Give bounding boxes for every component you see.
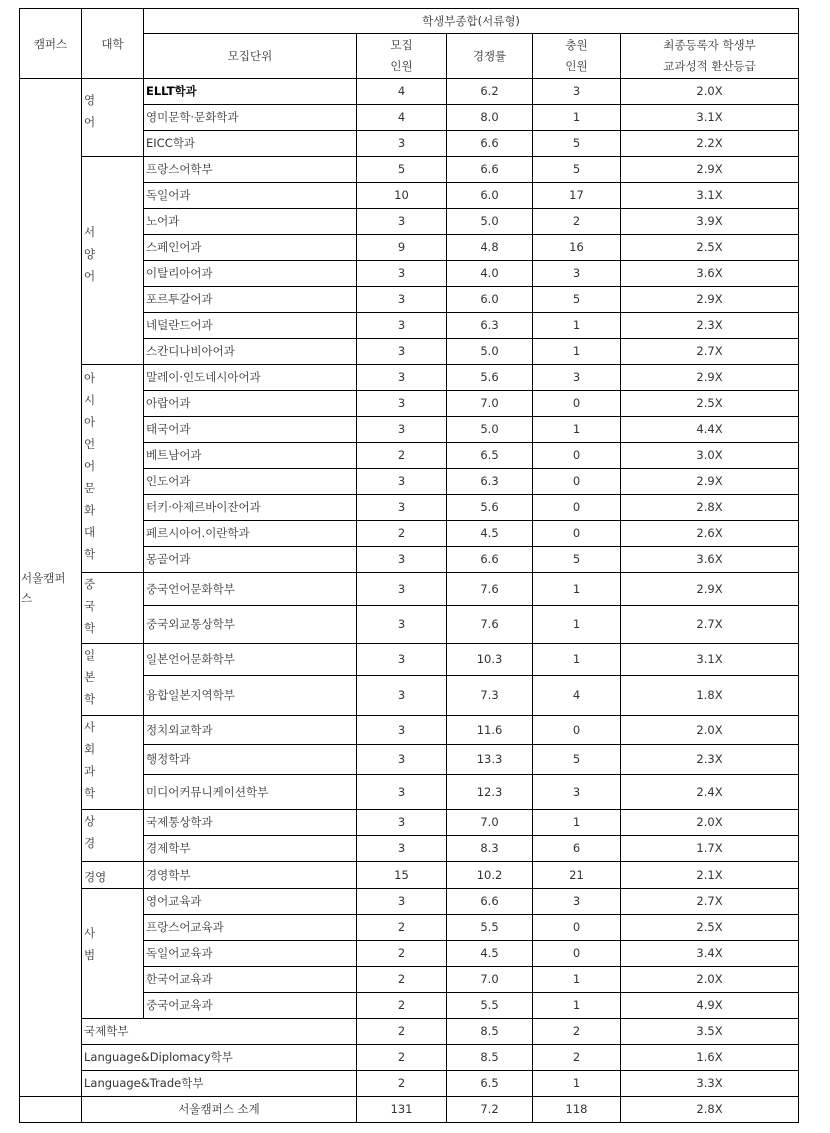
quota-cell: 2 [357,915,447,941]
unit-cell: 말레이·인도네시아어과 [144,365,357,391]
fill-cell: 0 [533,469,621,495]
grade-cell: 2.7X [621,606,799,644]
subtotal-row [20,1097,799,1123]
grade-cell: 2.4X [621,775,799,810]
table-row [20,1071,799,1097]
grade-cell: 2.8X [621,495,799,521]
fill-cell: 5 [533,131,621,157]
unit-cell: 네덜란드어과 [144,313,357,339]
ratio-cell: 6.5 [447,443,533,469]
grade-cell: 2.7X [621,889,799,915]
grade-cell: 2.0X [621,79,799,105]
ratio-cell: 7.3 [447,676,533,716]
quota-cell: 3 [357,417,447,443]
ratio-cell: 10.3 [447,644,533,676]
fill-cell: 0 [533,941,621,967]
unit-cell: 프랑스어교육과 [144,915,357,941]
grade-cell: 3.4X [621,941,799,967]
unit-cell: 국제통상학과 [144,810,357,836]
fill-cell: 1 [533,105,621,131]
unit-cell: EICC학과 [144,131,357,157]
grade-cell: 2.9X [621,287,799,313]
fill-cell: 0 [533,521,621,547]
quota-cell: 3 [357,606,447,644]
unit-cell: 스페인어과 [144,235,357,261]
header-college: 대학 [82,9,144,79]
fill-cell: 0 [533,443,621,469]
unit-cell: ELLT학과 [144,79,357,105]
fill-cell: 118 [533,1097,621,1123]
college-label: 아시아언어문화대학 [84,371,96,561]
fill-cell: 1 [533,644,621,676]
quota-cell: 3 [357,391,447,417]
grade-cell: 2.0X [621,967,799,993]
unit-cell: 일본언어문화학부 [144,644,357,676]
ratio-cell: 4.5 [447,941,533,967]
college-label: 영어 [84,93,96,129]
header-unit: 모집단위 [144,34,357,79]
subtotal-label: 서울캠퍼스 소계 [82,1097,357,1123]
college-label: 일본학 [84,648,96,706]
ratio-cell: 7.0 [447,391,533,417]
college-label: 중국학 [84,577,96,635]
college-cell [82,157,144,365]
ratio-cell: 13.3 [447,745,533,775]
unit-cell: 터키·아제르바이잔어과 [144,495,357,521]
quota-cell: 3 [357,676,447,716]
college-cell [82,573,144,644]
ratio-cell: 4.0 [447,261,533,287]
grade-cell: 2.6X [621,521,799,547]
quota-cell: 3 [357,131,447,157]
quota-cell: 2 [357,1071,447,1097]
college-cell [82,862,144,889]
grade-cell: 2.5X [621,235,799,261]
grade-cell: 3.1X [621,105,799,131]
fill-cell: 1 [533,1071,621,1097]
fill-cell: 2 [533,1045,621,1071]
ratio-cell: 5.0 [447,209,533,235]
table-row [20,1045,799,1071]
ratio-cell: 8.5 [447,1045,533,1071]
unit-cell: 한국어교육과 [144,967,357,993]
grade-cell: 4.9X [621,993,799,1019]
unit-cell: 국제학부 [82,1019,357,1045]
quota-cell: 3 [357,745,447,775]
ratio-cell: 7.6 [447,606,533,644]
quota-cell: 3 [357,495,447,521]
quota-cell: 4 [357,105,447,131]
college-cell [82,365,144,573]
grade-cell: 2.7X [621,339,799,365]
unit-cell: 몽골어과 [144,547,357,573]
unit-cell: Language&Trade학부 [82,1071,357,1097]
quota-cell: 131 [357,1097,447,1123]
unit-cell: 독일어과 [144,183,357,209]
ratio-cell: 6.5 [447,1071,533,1097]
quota-cell: 3 [357,836,447,862]
unit-cell: 중국언어문화학부 [144,573,357,606]
quota-cell: 3 [357,261,447,287]
college-cell [82,644,144,716]
campus-cell: 서울캠퍼스 [20,79,82,1097]
header-grade: 최종등록자 학생부 교과성적 환산등급 [621,34,799,79]
quota-cell: 3 [357,716,447,745]
grade-cell: 1.6X [621,1045,799,1071]
grade-cell: 2.0X [621,810,799,836]
unit-cell: 이탈리아어과 [144,261,357,287]
college-label: 상경 [84,814,96,850]
college-cell [82,889,144,1019]
quota-cell: 10 [357,183,447,209]
header-fill: 충원 인원 [533,34,621,79]
grade-cell: 1.7X [621,836,799,862]
ratio-cell: 4.5 [447,521,533,547]
table-row [20,1019,799,1045]
ratio-cell: 7.0 [447,967,533,993]
ratio-cell: 5.5 [447,993,533,1019]
ratio-cell: 5.0 [447,339,533,365]
grade-cell: 2.9X [621,157,799,183]
fill-cell: 0 [533,495,621,521]
quota-cell: 3 [357,644,447,676]
unit-cell: 경영학부 [144,862,357,889]
grade-cell: 2.8X [621,1097,799,1123]
grade-cell: 3.3X [621,1071,799,1097]
unit-cell: 경제학부 [144,836,357,862]
fill-cell: 1 [533,993,621,1019]
fill-cell: 3 [533,365,621,391]
quota-cell: 3 [357,889,447,915]
quota-cell: 2 [357,521,447,547]
quota-cell: 3 [357,573,447,606]
quota-cell: 15 [357,862,447,889]
grade-cell: 2.9X [621,365,799,391]
fill-cell: 0 [533,391,621,417]
grade-cell: 1.8X [621,676,799,716]
fill-cell: 5 [533,745,621,775]
table-row [20,862,799,889]
fill-cell: 5 [533,547,621,573]
quota-cell: 3 [357,365,447,391]
ratio-cell: 6.6 [447,889,533,915]
header-ratio: 경쟁률 [447,34,533,79]
grade-cell: 3.6X [621,261,799,287]
college-cell [82,716,144,810]
ratio-cell: 6.0 [447,183,533,209]
unit-cell: 영어교육과 [144,889,357,915]
grade-cell: 2.1X [621,862,799,889]
ratio-cell: 10.2 [447,862,533,889]
grade-cell: 2.0X [621,716,799,745]
unit-cell: 노어과 [144,209,357,235]
ratio-cell: 7.0 [447,810,533,836]
grade-cell: 2.3X [621,313,799,339]
admissions-table [19,8,799,1123]
unit-cell: 프랑스어학부 [144,157,357,183]
unit-cell: 미디어커뮤니케이션학부 [144,775,357,810]
ratio-cell: 6.6 [447,157,533,183]
unit-cell: 페르시아어.이란학과 [144,521,357,547]
unit-cell: 스칸디나비아어과 [144,339,357,365]
ratio-cell: 6.6 [447,547,533,573]
ratio-cell: 4.8 [447,235,533,261]
ratio-cell: 8.5 [447,1019,533,1045]
grade-cell: 2.9X [621,573,799,606]
ratio-cell: 7.6 [447,573,533,606]
grade-cell: 2.5X [621,391,799,417]
unit-cell: Language&Diplomacy학부 [82,1045,357,1071]
unit-cell: 정치외교학과 [144,716,357,745]
grade-cell: 3.9X [621,209,799,235]
fill-cell: 5 [533,157,621,183]
ratio-cell: 6.2 [447,79,533,105]
fill-cell: 17 [533,183,621,209]
fill-cell: 5 [533,287,621,313]
college-label: 경영 [84,870,107,884]
empty-cell [20,1097,82,1123]
ratio-cell: 5.6 [447,495,533,521]
grade-cell: 3.1X [621,644,799,676]
quota-cell: 2 [357,967,447,993]
fill-cell: 0 [533,716,621,745]
ratio-cell: 5.5 [447,915,533,941]
unit-cell: 융합일본지역학부 [144,676,357,716]
header-quota: 모집 인원 [357,34,447,79]
quota-cell: 2 [357,941,447,967]
ratio-cell: 6.3 [447,469,533,495]
header-campus: 캠퍼스 [20,9,82,79]
ratio-cell: 11.6 [447,716,533,745]
college-label: 사회과학 [84,720,96,800]
grade-cell: 3.5X [621,1019,799,1045]
fill-cell: 1 [533,417,621,443]
grade-cell: 2.5X [621,915,799,941]
grade-cell: 2.9X [621,469,799,495]
grade-cell: 2.2X [621,131,799,157]
fill-cell: 3 [533,889,621,915]
quota-cell: 2 [357,993,447,1019]
unit-cell: 아랍어과 [144,391,357,417]
college-label: 사범 [84,926,96,962]
unit-cell: 포르투갈어과 [144,287,357,313]
fill-cell: 1 [533,573,621,606]
fill-cell: 1 [533,313,621,339]
quota-cell: 3 [357,810,447,836]
fill-cell: 1 [533,339,621,365]
college-cell [82,810,144,862]
quota-cell: 3 [357,287,447,313]
quota-cell: 3 [357,313,447,339]
quota-cell: 5 [357,157,447,183]
ratio-cell: 6.6 [447,131,533,157]
table-row [20,365,799,391]
fill-cell: 2 [533,209,621,235]
ratio-cell: 5.0 [447,417,533,443]
unit-cell: 인도어과 [144,469,357,495]
quota-cell: 3 [357,547,447,573]
fill-cell: 1 [533,967,621,993]
table-row [20,716,799,745]
unit-cell: 베트남어과 [144,443,357,469]
quota-cell: 4 [357,79,447,105]
ratio-cell: 6.0 [447,287,533,313]
table-row [20,79,799,105]
ratio-cell: 12.3 [447,775,533,810]
unit-cell: 태국어과 [144,417,357,443]
fill-cell: 6 [533,836,621,862]
grade-cell: 3.6X [621,547,799,573]
ratio-cell: 8.0 [447,105,533,131]
ratio-cell: 5.6 [447,365,533,391]
fill-cell: 2 [533,1019,621,1045]
unit-cell: 중국외교통상학부 [144,606,357,644]
grade-cell: 2.3X [621,745,799,775]
quota-cell: 3 [357,209,447,235]
unit-cell: 중국어교육과 [144,993,357,1019]
quota-cell: 2 [357,443,447,469]
quota-cell: 9 [357,235,447,261]
header-group: 학생부종합(서류형) [144,9,799,34]
unit-cell: 행정학과 [144,745,357,775]
ratio-cell: 8.3 [447,836,533,862]
college-cell [82,79,144,157]
quota-cell: 2 [357,1045,447,1071]
unit-cell: 독일어교육과 [144,941,357,967]
ratio-cell: 7.2 [447,1097,533,1123]
unit-cell: 영미문학·문화학과 [144,105,357,131]
quota-cell: 2 [357,1019,447,1045]
ratio-cell: 6.3 [447,313,533,339]
fill-cell: 1 [533,810,621,836]
fill-cell: 4 [533,676,621,716]
grade-cell: 4.4X [621,417,799,443]
quota-cell: 3 [357,339,447,365]
fill-cell: 3 [533,79,621,105]
fill-cell: 0 [533,915,621,941]
fill-cell: 21 [533,862,621,889]
quota-cell: 3 [357,775,447,810]
table-row [20,889,799,915]
fill-cell: 3 [533,775,621,810]
grade-cell: 3.0X [621,443,799,469]
table-row [20,644,799,676]
fill-cell: 1 [533,606,621,644]
grade-cell: 3.1X [621,183,799,209]
table-row [20,573,799,606]
college-label: 서양어 [84,225,96,283]
fill-cell: 3 [533,261,621,287]
fill-cell: 16 [533,235,621,261]
table-row [20,157,799,183]
table-row [20,810,799,836]
quota-cell: 3 [357,469,447,495]
